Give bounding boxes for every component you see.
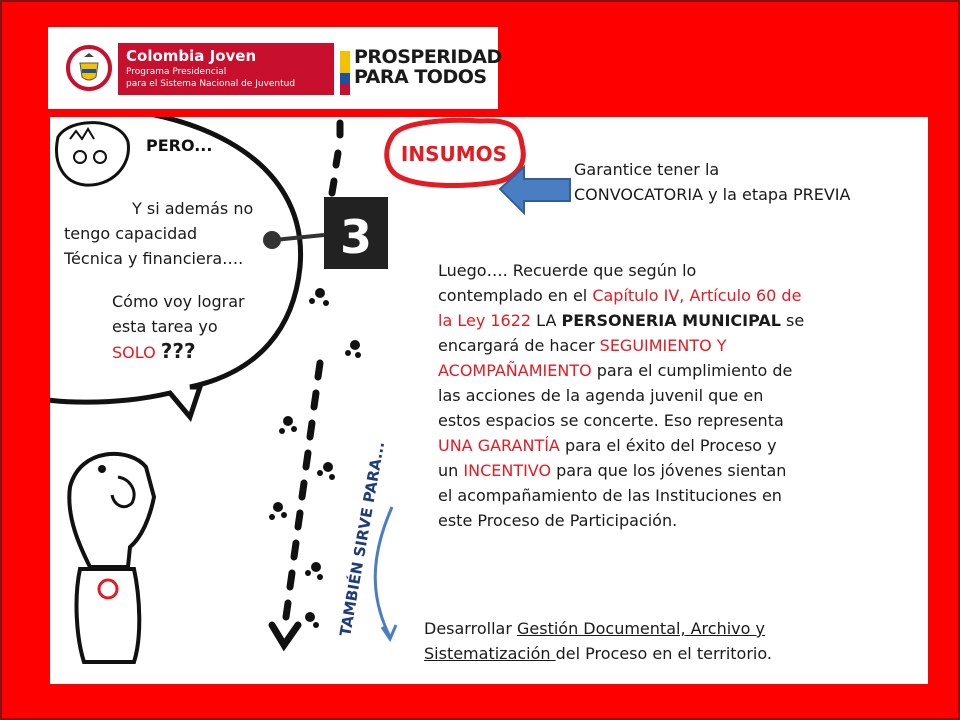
pero-label: PERO... <box>146 136 213 155</box>
colombia-joven-subtitle: Programa Presidencial <box>126 67 227 77</box>
garantice-line-1: Garantice tener la <box>574 160 720 179</box>
garantice-line-2: CONVOCATORIA y la etapa PREVIA <box>574 185 851 204</box>
insumos-label: INSUMOS <box>400 142 508 166</box>
colombia-seal-icon <box>66 43 112 93</box>
acompanamiento-text: ACOMPAÑAMIENTO <box>438 361 592 380</box>
luego-line-11: este Proceso de Participación. <box>438 511 678 530</box>
bracket-arc <box>375 507 392 637</box>
sistematizacion-text: Sistematización <box>424 644 556 663</box>
desarrollar-line-1: Desarrollar <box>424 619 517 638</box>
character-figure-icon <box>69 454 154 662</box>
colombia-joven-logo <box>118 43 334 95</box>
luego-line-3: LA <box>531 311 562 330</box>
colombia-joven-title: Colombia Joven <box>126 47 257 65</box>
logo-strip <box>48 27 502 109</box>
garantice-text <box>574 157 850 207</box>
luego-law-ref-2: la Ley 1622 <box>438 311 532 330</box>
prosperidad-line-2: PARA TODOS <box>354 66 487 88</box>
prosperidad-logo <box>354 47 502 87</box>
luego-line-5: para el cumplimiento de <box>591 361 793 380</box>
incentivo-text: INCENTIVO <box>463 461 552 480</box>
step-three-number: 3 <box>339 210 373 264</box>
seguimiento-text: SEGUIMIENTO Y <box>599 336 727 355</box>
desarrollar-text <box>424 616 772 666</box>
luego-line-7: estos espacios se concerte. Eso representa <box>438 411 784 430</box>
luego-line-9-end: para que los jóvenes sientan <box>551 461 787 480</box>
luego-line-2: contemplado en el <box>438 286 593 305</box>
vertical-label: TAMBIÉN SIRVE PARA... <box>336 440 389 638</box>
como-line-1: Cómo voy lograr <box>112 292 245 311</box>
personeria-text: PERSONERIA MUNICIPAL <box>561 311 781 330</box>
como-line-2: esta tarea yo <box>112 317 218 336</box>
luego-line-9: un <box>438 461 464 480</box>
luego-line-3-end: se <box>780 311 805 330</box>
capacidad-line-2: tengo capacidad <box>64 224 198 243</box>
content-panel <box>50 117 928 684</box>
gestion-documental-text: Gestión Documental, Archivo y <box>516 619 765 638</box>
luego-line-1: Luego…. Recuerde que según lo <box>438 261 697 280</box>
capacidad-line-1: Y si además no <box>132 199 254 218</box>
luego-line-6: las acciones de la agenda juvenil que en <box>438 386 764 405</box>
flag-stripes-icon <box>340 51 350 95</box>
colombia-joven-subtitle-2: para el Sistema Nacional de Juventud <box>126 79 296 89</box>
insumos-cloud <box>387 120 524 185</box>
como-text <box>112 289 245 365</box>
desarrollar-line-2: del Proceso en el territorio. <box>555 644 772 663</box>
luego-line-4: encargará de hacer <box>438 336 600 355</box>
capacidad-text <box>64 196 253 271</box>
garantia-text: UNA GARANTÍA <box>438 436 560 455</box>
pointer-dot-icon <box>263 231 281 249</box>
luego-paragraph <box>438 258 878 533</box>
luego-line-10: el acompañamiento de las Instituciones en <box>438 486 782 505</box>
question-marks-icon: ??? <box>160 339 196 363</box>
luego-line-8: para el éxito del Proceso y <box>559 436 777 455</box>
luego-law-ref: Capítulo IV, Artículo 60 de <box>592 286 802 305</box>
prosperidad-line-1: PROSPERIDAD <box>354 46 502 68</box>
capacidad-line-3: Técnica y financiera…. <box>64 249 244 268</box>
solo-word: SOLO <box>112 343 156 362</box>
